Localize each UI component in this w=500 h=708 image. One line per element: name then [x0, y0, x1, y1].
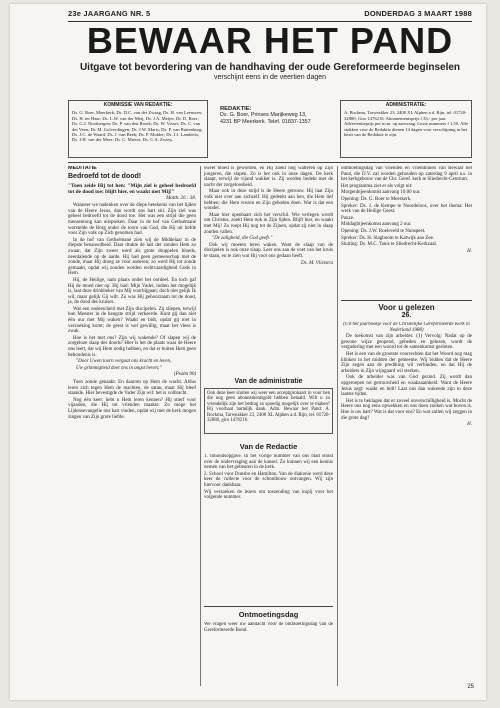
redactie-item: 1. Inhoudsopgave. In het vorige nummer van ons blad stond over de ondervraging aan de kansel. Zo kunnen wij een kennis nemen van het gebeuren in de kerk. [204, 454, 333, 471]
administratie-title: ADMINISTRATIE: [385, 102, 427, 108]
meditatie-verse-line: "Door Uwen toorn vergaat ons kracht en leven, [76, 359, 172, 365]
details-paragraph: ontmoetingsdag van vrienden en vriendinnen van Bewaar het Pand, die D.V. zal worden gehouden op zaterdag 9 april a.s. in het kerkgebouw van de Chr. Geref. kerk te Sliedrecht-Centrum. [341, 166, 472, 183]
continuation-paragraph: sweet bloed is geworden, en Hij zoekt nog watteren op Zijn jongeren, die slapen. Zo is het ook in onze dagen. De kerk slaapt, terwijl de vijand wakker is. Zij worden bedekt met de nacht der zorgeloosheid. [204, 166, 333, 188]
redactie-column [204, 454, 333, 604]
details-line: Pauze. [341, 215, 355, 221]
meditatie-quote: "Toen zeide Hij tot hen: "Mijn ziel is geheel bedroefd tot de dood toe; blijft hier, en waakt met Mij!" [68, 182, 196, 195]
meditatie-signature: Ds. M. Vlietstra [301, 260, 333, 266]
masthead-title: BEWAAR HET PAND [86, 20, 454, 61]
ontmoetingsdag-column [204, 622, 333, 682]
meditatie-quote-ref: Matth. 26 : 38. [166, 195, 196, 201]
redaktie-name: Ds. G. Boer, Prinses Marijkeweg 13, [220, 112, 307, 119]
meditatie-paragraph: Wanneer we nadenken over de diepe betekenis van het lijden van de Heere Jezus, dan wordt ons hart stil. Zijn ziel was geheel bedroefd tot de dood toe. Het was een strijd die geen mensentong kan uitspreken. Daar in de hof van Gethsémané worstelde de Borg onder de toorn van God, die Hij uit liefde voor Zijn volk op Zich genomen had. [68, 203, 196, 237]
voor-u-gelezen-number: 26. [401, 312, 412, 319]
voor-u-gelezen-paragraph: Het is te beklagen dat er zoveel onverschilligheid is. Mocht de Heere ons nog eens opwekken en ons doen zoeken wat boven is. Hoe is uw hart? Wat is dat voor ons? En wat zullen wij zeggen in die grote dag? [341, 398, 472, 421]
voor-u-gelezen-paragraph: Ook de arbeider was van God gezind. Zij wordt dan opgeroepen tot getrouwheid en waakzaamheid. Want de Heere Jezus zegt: waakt en bidt! Laat ons dan wakende zijn in deze laatste tijden. [341, 375, 472, 398]
details-line: Morgenbijeenkomst aanvang 10.00 uur. [341, 190, 421, 196]
details-line: Spreker: Ds. J. de Kempe te Noordeloos, over het thema: Het werk van de Heilige Geest. [341, 203, 472, 215]
details-line: Middagbijeenkomst aanvang 2 uur. [341, 222, 412, 228]
commissie-box [68, 100, 208, 158]
commissie-title: KOMMISSIE VAN REDAKTIE: [103, 102, 173, 108]
administratie-box [340, 100, 472, 158]
column-divider-1 [200, 166, 201, 686]
column-divider-2 [337, 166, 338, 686]
administratie-heading: Van de administratie [234, 378, 303, 385]
voor-u-gelezen-rule [341, 300, 472, 301]
redactie-item: Wij verzoeken de lezers om toezending van kopij voor het volgende nummer. [204, 489, 333, 501]
meditatie-paragraph: In de hof van Gethsémané zien wij de Middelaar in de diepste benauwdheid. Daar drukte de last der zonden Hem zo zwaar, dat Zijn zweet werd als grote druppelen bloeds, neerdalende op de aarde. Hij had geen gemeenschap met de zonde, maar Hij droeg ze voor anderen; zo werd Hij tot zonde gemaakt, opdat wij zouden worden rechtvaardigheid Gods in Hem. [68, 237, 196, 277]
redaktie-address: 4231 BP Meerkerk. Telef. 01837-1357 [220, 118, 311, 125]
administratie-notice [204, 388, 333, 434]
meditatie-label: MEDITATIE [68, 166, 97, 171]
ontmoetingsdag-rule [204, 606, 333, 607]
redaktie-block [220, 106, 330, 125]
masthead-tagline: Uitgave tot bevordering van de handhaving der oude Gereformeerde beginselen [79, 62, 461, 73]
meditatie-paragraph: Hij, de Heilige, nam plaats onder het oordeel. En toch gaf Hij de moed niet op. Hij bad: Mijn Vader, indien het mogelijk is, laat deze drinkbeker van Mij voorbijgaan; doch niet gelijk Ik wil, maar gelijk Gij wilt. Zo was Hij gehoorzaam tot de dood, ja, de dood des kruises. [68, 277, 196, 306]
meditatie-paragraph: Toen zonde genaakt. En daarom op Hem de wacht. Aldus leren zich tegen Hem de machten, de satan, maar Hij bleef staande. Hier bevestigde de Vader Zijn wil: het is volbracht. [68, 380, 196, 397]
ontmoetingsdag-heading: Ontmoetingsdag [238, 610, 299, 619]
meditatie-title: Bedroefd tot de dood! [68, 172, 142, 180]
meditatie-paragraph: Nog één keer: hebt u Hem leren kennen? Hij stierf voor vijanden, die Hij tot vrienden maakte. Zo moge het Lijdensevangelie ons hart vinden, opdat wij met de kerk mogen zingen van Zijn grote liefde. [68, 397, 196, 420]
administratie-text: A. Bockma, Tarweakker 23, 2408 XL Alphen a.d. Rijn, tel. 01720-32880; Giro 1476216. Abonnementsprijs f 33,- per jaar. Advertentieprijs per m.m. op aanvraag. Losse nummers f 1,50. Alle stukken voor de Redaktie dienen 14 dagen voor verschijning in het bezit van de Redaktie te zijn. [344, 110, 468, 138]
meditatie-paragraph: Wat een onderscheid met Zijn discipelen. Zij sliepen, terwijl hun Meester in de bangste strijd verkeerde. Kunt gij dan niet één uur met Mij waken? Waakt en bidt, opdat gij niet in verzoeking komt; de geest is wel gewillig, maar het vlees is zwak. [68, 306, 196, 335]
issue-date: DONDERDAG 3 MAART 1988 [364, 9, 472, 18]
details-signature: H. [467, 248, 472, 254]
voor-u-gelezen-column [341, 322, 472, 686]
issue-number: 23e JAARGANG NR. 5 [68, 9, 151, 18]
meditatie-paragraph: Hoe is het met ons? Zijn wij wakende? Of slapen wij de zorgeloze slaap des doods? Hier is het de plaats waar de Heere ons leert, dat wij Hem nodig hebben, en dat er buiten Hem geen behoudenis is. [68, 335, 196, 358]
details-line: Het programma ziet er als volgt uit: [341, 183, 413, 189]
meditatie-continuation [204, 166, 333, 366]
publication-frequency: verschijnt eens in de veertien dagen [213, 74, 327, 81]
meditatie-verse-ref: (Psalm 90) [173, 372, 196, 378]
details-line: Sluiting: Ds. M.C. Tanis te Sliedrecht-Kerkzaal. [341, 242, 438, 248]
section-rule [68, 162, 472, 163]
voor-u-gelezen-paragraph: De toekomst van zijn arbeider. (1) Vervolg: Nadat op de gewone wijze geopend, gebeden en gelezen, wordt de vergadering met een woord tot de samenkomst gesloten. [341, 334, 472, 351]
ontmoetingsdag-details [341, 166, 472, 296]
details-line: Opening: Ds. J.W. Roeleveld te Nunspeet. [341, 228, 426, 234]
redaktie-title: REDAKTIE: [220, 106, 252, 112]
voor-u-gelezen-paragraph: Het is een van de grootste voorrechten dat het Woord nog mag klinken in het midden der gemeente. Wij bidden dat de Heere Zijn zegen aan de prediking wil verbinden, en dat Hij de arbeiders in Zijn wijngaard wil sterken. [341, 351, 472, 374]
continuation-paragraph: Maar hier openbaart zich het verschil. Wie verlegen wordt om Christus, zoekt Hem ook in Zijn lijden. Blijft hier, en waakt met Mij! Zo roept Hij nog tot de Zijnen, opdat zij niet in slaap zouden vallen. [204, 212, 333, 235]
meditatie-verse-line: Uw grimmigheid doet ons in angst beven;" [76, 365, 162, 371]
continuation-paragraph: Maar ook in deze strijd is de Heere getrouw. Hij laat Zijn volk niet over aan zichzelf. Hij gedenkt aan hen, die Hem lief hebben; die Hem vrezen en Zijn geboden doen. Wat is dat een wonder. [204, 189, 333, 212]
newspaper-page [10, 4, 486, 700]
redactie-item: 2. School voor Dunsbo en Hamilton. Van de diakonie werd deze keer de collecte voor de schoolbouw ontvangen. Wij zijn hiervoor dankbaar. [204, 471, 333, 488]
administratie-notice-text: Ook deze keer sluiten wij weer een acceptgirokaart in voor hen die nog geen abonnementsgeld hebben betaald. Wilt u zo vriendelijk zijn het bedrag zo spoedig mogelijk over te maken? Bij voorbaat hartelijk dank. Adm. Bewaar het Pand: A. Bockma, Tarweakker 23, 2408 XL Alphen a.d. Rijn, tel. 01720-32880, giro 1476216. [207, 391, 330, 424]
details-line: Spreker: Ds. H. Slagboom te Katwijk aan Zee. [341, 235, 435, 241]
continuation-verse: "De zaligheid, die God geeft." [212, 236, 273, 242]
details-line: Opening: Ds. G. Boer te Meerkerk. [341, 196, 412, 202]
voor-u-gelezen-signature: H. [467, 422, 472, 428]
redactie-heading: Van de Redactie [239, 442, 298, 451]
commissie-text: Ds. G. Boer, Meerkerk; Ds. D.C. van der Zwaag, Ds. H. van Leeuwen; Ds. H. ter Haar; Ds. L.W. van der Meij, Ds. J.A. Meijer, Dr. D. Boer; Ds. G.J. Noorbergen; Ds. P. van den Broek; Ds. W. Visser; Ds. C. van der Veen; Dr. M. Golverdingen; Ds. J.W. Maris; Ds. P. van Ruitenburg; Ds. J.C. de Waard; Ds. J. van Beek; Ds. P. Mulder; Ds. J.J. Lamberts; Ds. J.H. van der Meer; Ds. C. Mieras; Ds. C.A. Zwiep. [72, 110, 203, 143]
continuation-paragraph: Ook wij moeten leren waken. Want de slaap van de discipelen is ook onze slaap. Leer ons aan de voet van het kruis te staan, en te zien wat Hij voor ons gedaan heeft. [204, 242, 333, 259]
ontmoetingsdag-text: We vragen weer uw aandacht voor de ontmoetingsdag van de Gereformeerde Bond. [204, 622, 333, 633]
voor-u-gelezen-source: (Uit het jaarboekje voor de Christelijke Gereformeerde Kerk in Nederland 1988) [343, 322, 470, 333]
page-number: 25 [467, 684, 474, 690]
meditatie-column [68, 166, 196, 688]
voor-u-gelezen-heading: Voor u gelezen [378, 303, 435, 312]
